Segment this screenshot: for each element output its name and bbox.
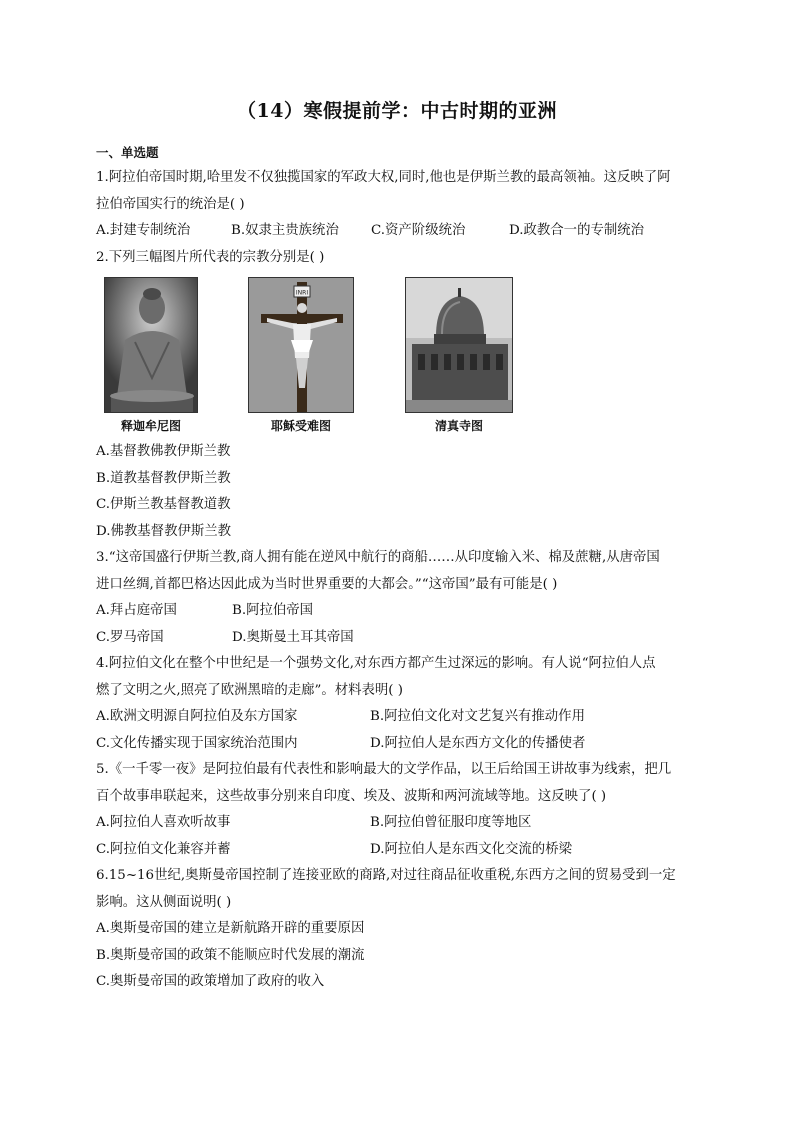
question-1 xyxy=(96,165,700,245)
figure-crucifix xyxy=(248,277,354,434)
q1-option-c[interactable]: C.资产阶级统治 xyxy=(371,223,466,238)
q5-stem-line1: 5.《一千零一夜》是阿拉伯最有代表性和影响最大的文学作品，以王后给国王讲故事为线索，把几 xyxy=(96,762,672,777)
q5-options-row1 xyxy=(96,810,700,837)
figure-mosque xyxy=(405,277,513,434)
q1-option-d[interactable]: D.政教合一的专制统治 xyxy=(509,223,645,238)
q4-option-a[interactable]: A.欧洲文明源自阿拉伯及东方国家 xyxy=(96,709,298,724)
q4-stem-line2: 燃了文明之火,照亮了欧洲黑暗的走廊”。材料表明( ) xyxy=(96,682,404,698)
q3-option-b[interactable]: B.阿拉伯帝国 xyxy=(232,603,314,618)
question-6 xyxy=(96,863,700,996)
q2-option-c[interactable]: C.伊斯兰教基督教道教 xyxy=(96,497,231,512)
q2-option-b[interactable]: B.道教基督教伊斯兰教 xyxy=(96,470,231,486)
q3-stem-line2: 进口丝绸,首都巴格达因此成为当时世界重要的大都会。”“这帝国”最有可能是( ) xyxy=(96,576,558,592)
figure-caption-crucifix: 耶稣受难图 xyxy=(270,419,331,433)
q1-options xyxy=(96,218,700,245)
question-5 xyxy=(96,757,700,863)
q5-option-c[interactable]: C.阿拉伯文化兼容并蓄 xyxy=(96,841,231,857)
q3-stem-line1: 3.“这帝国盛行伊斯兰教,商人拥有能在逆风中航行的商船……从印度输入米、棉及蔗糖,从唐帝国 xyxy=(96,550,660,565)
q4-options-row1 xyxy=(96,704,700,731)
q4-option-b[interactable]: B.阿拉伯文化对文艺复兴有推动作用 xyxy=(370,709,585,724)
question-2 xyxy=(96,245,700,546)
q6-option-c[interactable]: C.奥斯曼帝国的政策增加了政府的收入 xyxy=(96,974,325,989)
q1-stem-line1: 1.阿拉伯帝国时期,哈里发不仅独揽国家的军政大权,同时,他也是伊斯兰教的最高领袖。这反映了阿 xyxy=(96,170,671,185)
q4-option-d[interactable]: D.阿拉伯人是东西方文化的传播使者 xyxy=(370,735,586,751)
question-content xyxy=(96,143,700,996)
q4-option-c[interactable]: C.文化传播实现于国家统治范围内 xyxy=(96,735,298,751)
section-heading: 一、单选题 xyxy=(96,145,159,160)
question-4 xyxy=(96,651,700,757)
figure-buddha xyxy=(104,277,198,434)
q6-option-b[interactable]: B.奥斯曼帝国的政策不能顺应时代发展的潮流 xyxy=(96,947,365,963)
q6-stem-line1: 6.15~16世纪,奥斯曼帝国控制了连接亚欧的商路,对过往商品征收重税,东西方之间的贸易受到一定 xyxy=(96,868,676,883)
question-3 xyxy=(96,545,700,651)
q5-stem-line2: 百个故事串联起来，这些故事分别来自印度、埃及、波斯和两河流域等地。这反映了( ) xyxy=(96,788,607,804)
q5-option-a[interactable]: A.阿拉伯人喜欢听故事 xyxy=(96,815,231,830)
q2-option-a[interactable]: A.基督教佛教伊斯兰教 xyxy=(96,444,231,459)
figure-caption-buddha: 释迦牟尼图 xyxy=(120,419,181,433)
q2-option-d[interactable]: D.佛教基督教伊斯兰教 xyxy=(96,523,232,539)
q6-stem-line2: 影响。这从侧面说明( ) xyxy=(96,894,232,910)
page-title: （14）寒假提前学：中古时期的亚洲 xyxy=(237,100,557,122)
q3-option-c[interactable]: C.罗马帝国 xyxy=(96,629,164,645)
figure-caption-mosque: 清真寺图 xyxy=(434,419,483,433)
q2-stem: 2.下列三幅图片所代表的宗教分别是( ) xyxy=(96,249,325,265)
q2-figures xyxy=(96,273,700,435)
q5-option-b[interactable]: B.阿拉伯曾征服印度等地区 xyxy=(370,815,532,830)
buddha-image xyxy=(104,277,198,413)
q1-stem-line2: 拉伯帝国实行的统治是( ) xyxy=(96,196,245,212)
mosque-image xyxy=(405,277,513,413)
q1-option-b[interactable]: B.奴隶主贵族统治 xyxy=(231,223,339,238)
q3-option-d[interactable]: D.奥斯曼土耳其帝国 xyxy=(232,629,354,645)
q5-options-row2 xyxy=(96,837,700,864)
q3-options-row1 xyxy=(96,598,700,625)
q4-options-row2 xyxy=(96,731,700,758)
q6-option-a[interactable]: A.奥斯曼帝国的建立是新航路开辟的重要原因 xyxy=(96,921,365,936)
q3-option-a[interactable]: A.拜占庭帝国 xyxy=(96,603,177,618)
q1-option-a[interactable]: A.封建专制统治 xyxy=(96,223,191,238)
crucifix-image xyxy=(248,277,354,413)
q4-stem-line1: 4.阿拉伯文化在整个中世纪是一个强势文化,对东西方都产生过深远的影响。有人说“阿拉伯人点 xyxy=(96,656,656,671)
cross-plaque-text: INRI xyxy=(295,289,309,297)
q5-option-d[interactable]: D.阿拉伯人是东西文化交流的桥梁 xyxy=(370,841,572,857)
q3-options-row2 xyxy=(96,625,700,652)
